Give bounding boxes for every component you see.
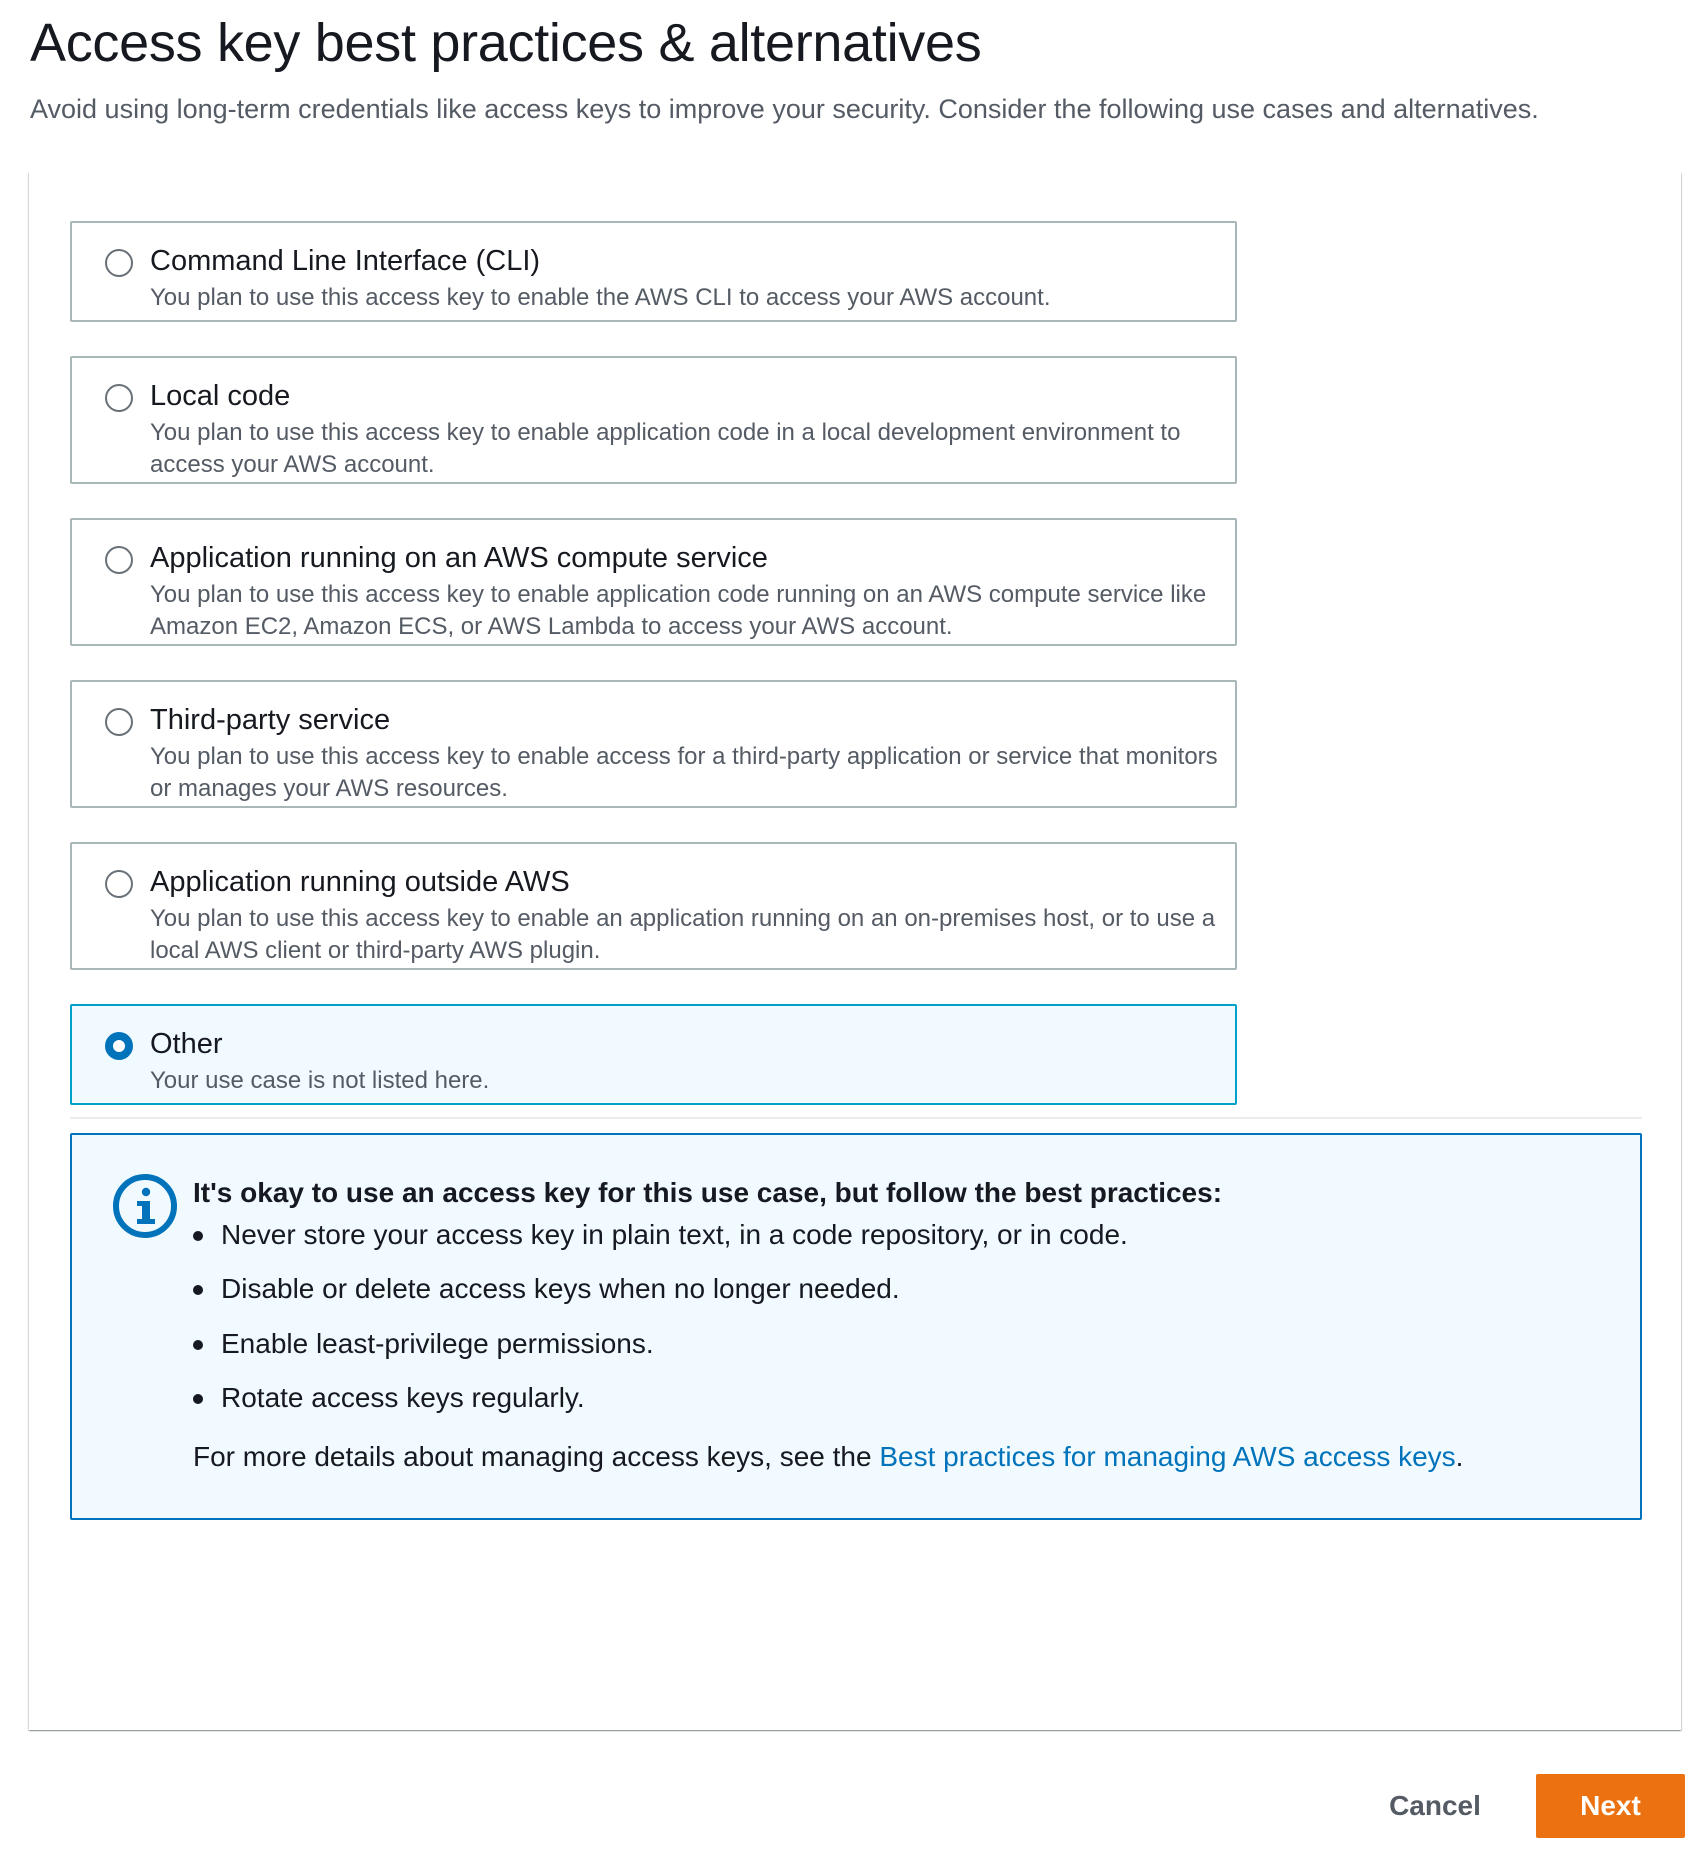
option-label: Other [150, 1028, 223, 1060]
option-label: Application running on an AWS compute service [150, 542, 768, 574]
option-cli[interactable] [70, 221, 1237, 322]
best-practices-list [193, 1217, 1128, 1434]
option-outside-aws[interactable] [70, 842, 1237, 970]
option-description: You plan to use this access key to enable access for a third-party application or service that monitors or manages your AWS resources. [150, 743, 1218, 802]
footer-suffix: . [1455, 1441, 1464, 1472]
page-title: Access key best practices & alternatives [30, 13, 982, 73]
radio-button-selected[interactable] [105, 1032, 133, 1060]
radio-button[interactable] [105, 249, 133, 277]
option-aws-compute[interactable] [70, 518, 1237, 646]
option-description: You plan to use this access key to enable an application running on an on-premises host, or to use a local AWS client or third-party AWS plugin. [150, 905, 1216, 964]
list-item [193, 1326, 1128, 1380]
radio-button[interactable] [105, 546, 133, 574]
divider [70, 1117, 1642, 1119]
option-third-party[interactable] [70, 680, 1237, 808]
page-description: Avoid using long-term credentials like access keys to improve your security. Consider the following use cases and alternatives. [30, 94, 1539, 124]
bullet [193, 1340, 203, 1350]
option-description: You plan to use this access key to enable the AWS CLI to access your AWS account. [150, 284, 1051, 311]
option-description: You plan to use this access key to enable application code running on an AWS compute service like Amazon EC2, Amazon ECS, or AWS Lambda to access your AWS account. [150, 581, 1207, 640]
list-item-text: Rotate access keys regularly. [221, 1381, 585, 1413]
bullet [193, 1231, 203, 1241]
option-label: Application running outside AWS [150, 866, 570, 898]
list-item [193, 1380, 1128, 1434]
list-item-text: Never store your access key in plain text, in a code repository, or in code. [221, 1219, 1128, 1250]
radio-button[interactable] [105, 870, 133, 898]
use-case-panel [29, 172, 1681, 1730]
radio-button[interactable] [105, 708, 133, 736]
footer-text: For more details about managing access keys, see the [193, 1441, 880, 1472]
next-button[interactable]: Next [1536, 1774, 1685, 1838]
option-label: Command Line Interface (CLI) [150, 245, 541, 277]
option-other[interactable] [70, 1004, 1237, 1105]
cancel-button[interactable]: Cancel [1362, 1774, 1508, 1838]
info-circle-icon [112, 1173, 178, 1239]
list-item-text: Disable or delete access keys when no longer needed. [221, 1273, 900, 1305]
list-item-text: Enable least-privilege permissions. [221, 1327, 654, 1359]
alert-title: It's okay to use an access key for this use case, but follow the best practices: [193, 1177, 1223, 1208]
option-description: Your use case is not listed here. [150, 1067, 490, 1094]
option-label: Third-party service [150, 704, 391, 736]
option-description: You plan to use this access key to enable application code in a local development environment to access your AWS account. [150, 419, 1181, 478]
bullet [193, 1394, 203, 1404]
list-item [193, 1271, 1128, 1325]
best-practices-link[interactable]: Best practices for managing AWS access keys [879, 1441, 1456, 1472]
info-alert [70, 1133, 1642, 1520]
alert-footer [193, 1439, 1463, 1475]
list-item [193, 1217, 1128, 1271]
option-label: Local code [150, 380, 291, 412]
bullet [193, 1285, 203, 1295]
radio-button[interactable] [105, 384, 133, 412]
option-local-code[interactable] [70, 356, 1237, 484]
